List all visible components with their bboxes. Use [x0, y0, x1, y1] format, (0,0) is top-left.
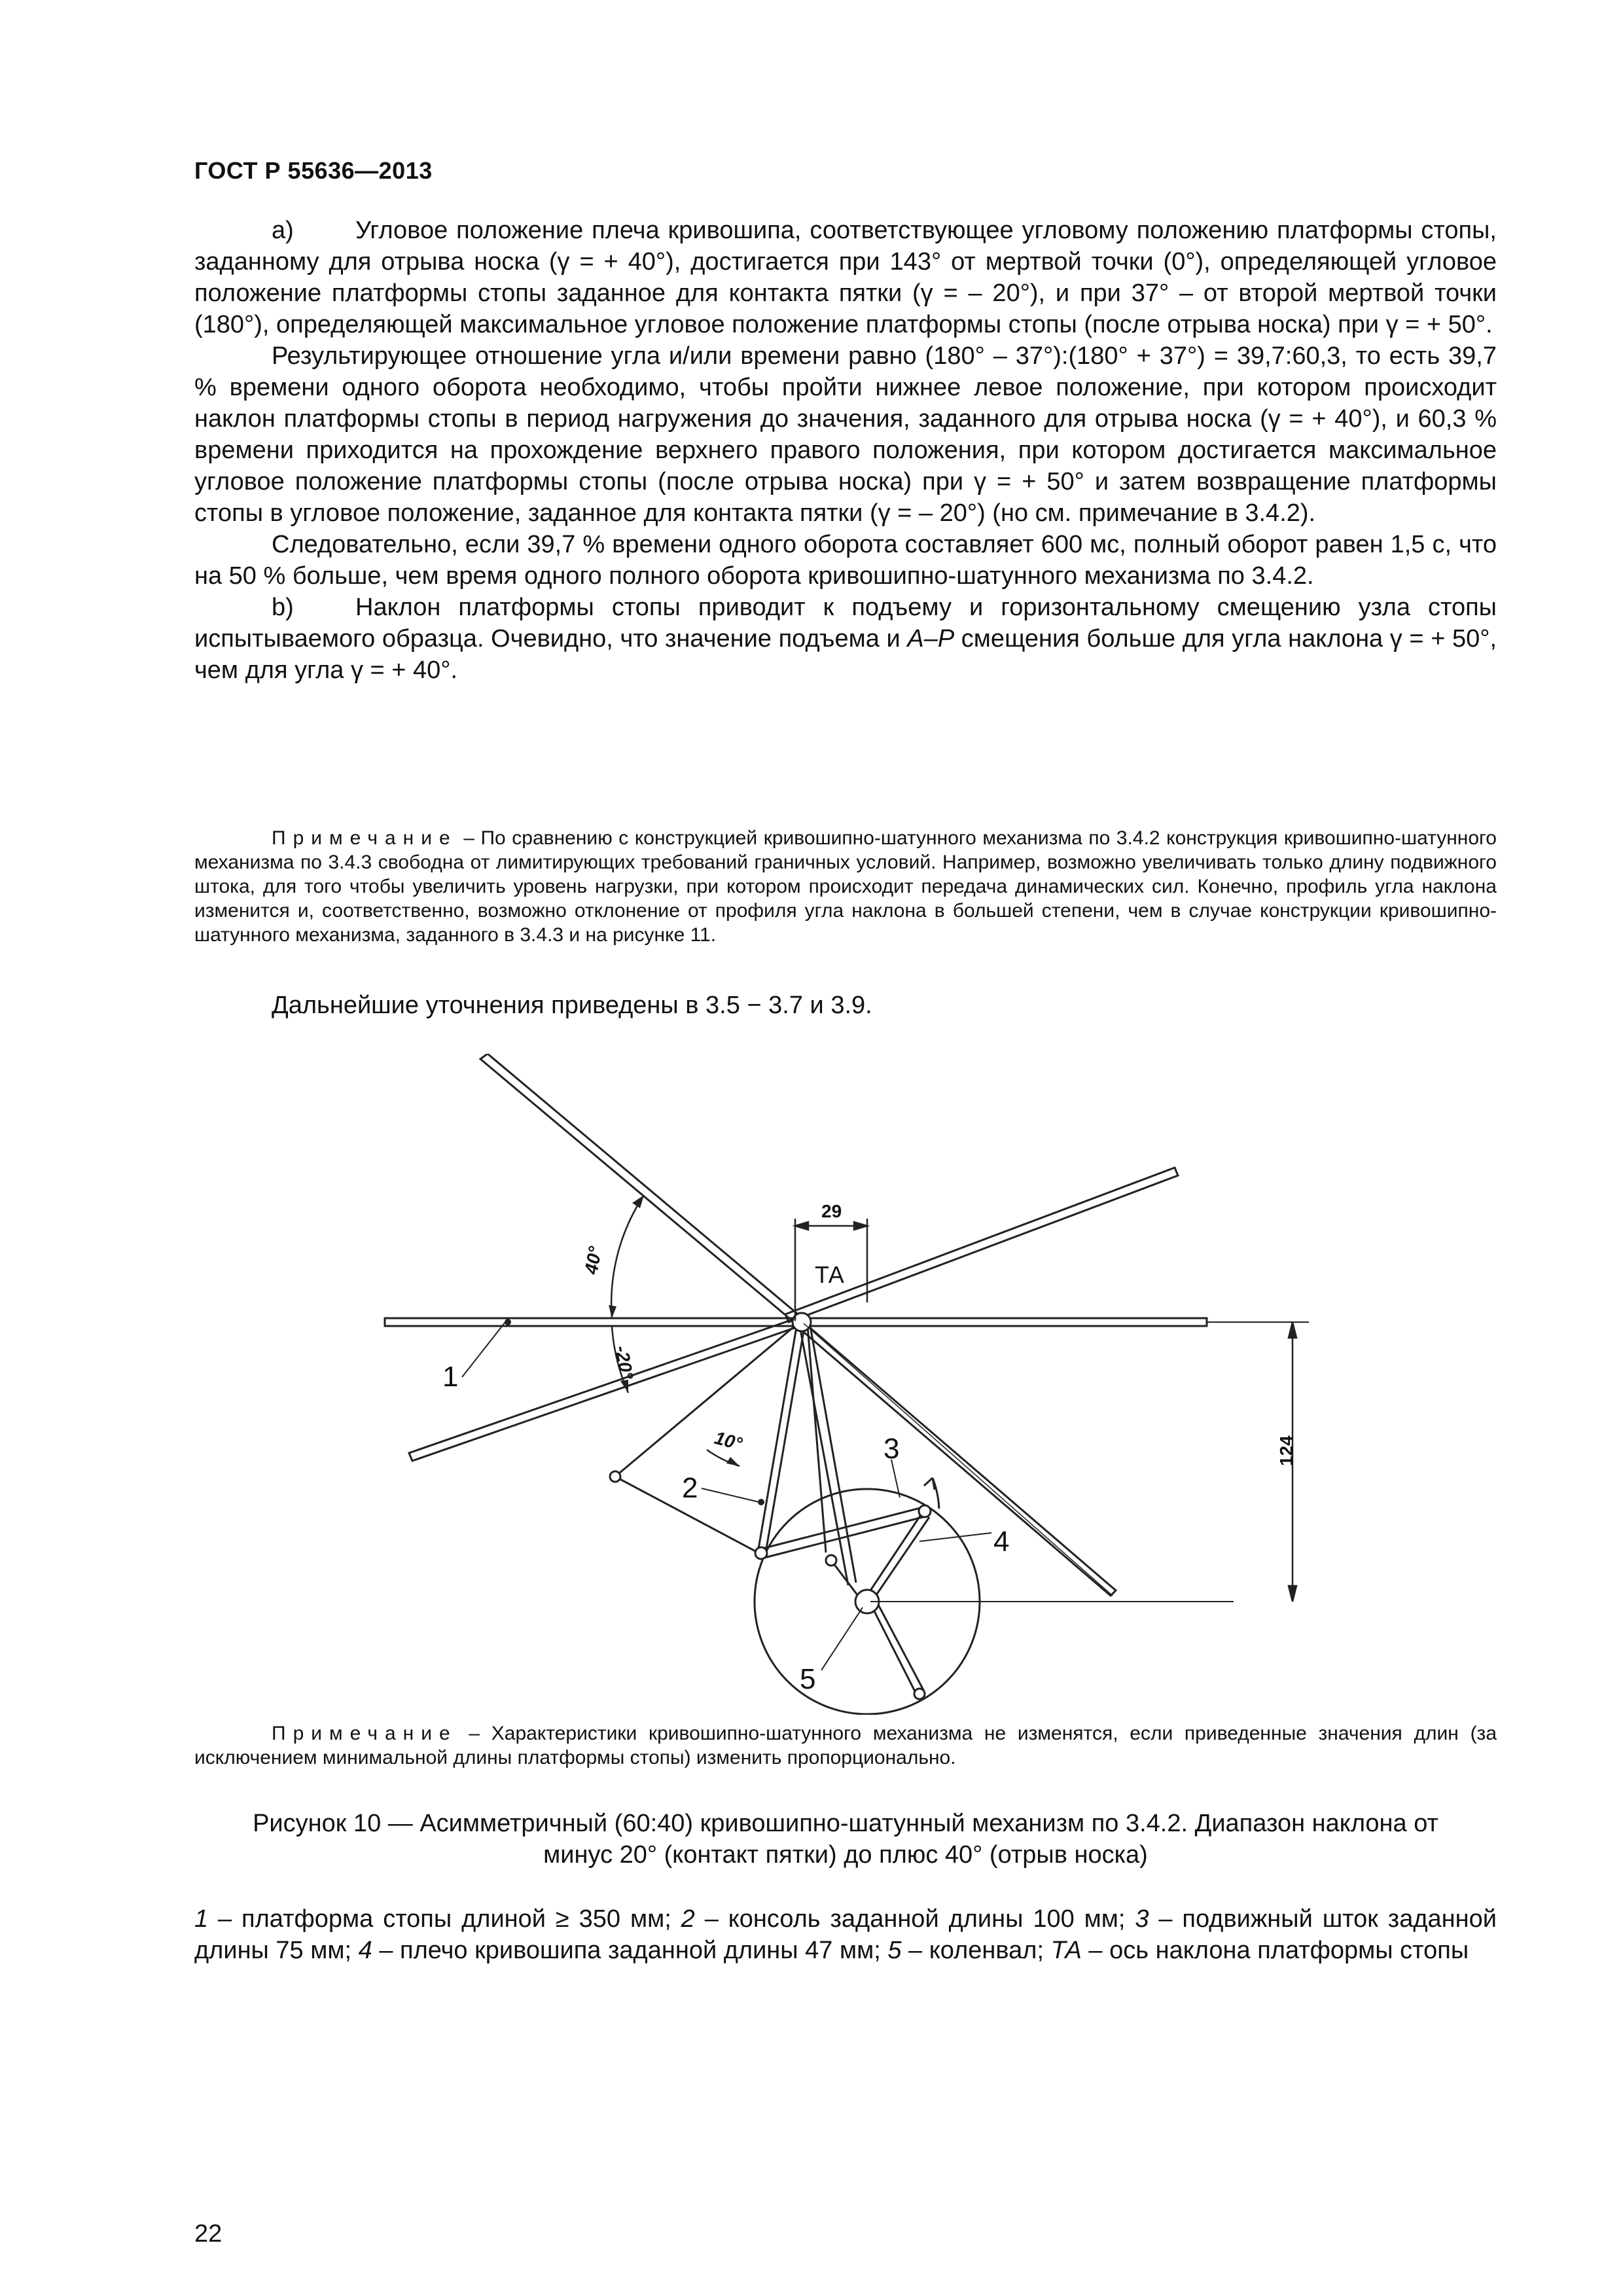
callout-4: 4 — [993, 1526, 1010, 1558]
angle-10-label: 10° — [712, 1427, 745, 1454]
paragraph-a: а) Угловое положение плеча кривошипа, соответствующее угловому положению платформы стопы, заданному для отрыва носка (γ = + 40°), достигается при 143° от мертвой точки (0°), определяющей угловое положение платформы стопы заданное для контакта пятки (γ = – 20°), и при 37° – от второй мертвой точки (180°), определяющей максимальное угловое положение платформы стопы (после отрыва носка) при γ = + 50°. — [194, 215, 1497, 340]
mechanism-figure — [196, 1054, 1427, 1715]
legend-num: 4 — [358, 1937, 372, 1964]
legend-num: 5 — [887, 1937, 902, 1964]
legend-num: 3 — [1135, 1905, 1149, 1933]
main-text — [194, 215, 1497, 686]
callout-3: 3 — [883, 1433, 900, 1465]
figure-legend: 1 – платформа стопы длиной ≥ 350 мм; 2 – консоль заданной длины 100 мм; 3 – подвижный шток заданной длины 75 мм; 4 – плечо кривошипа заданной длины 47 мм; 5 – коленвал; ТА – ось наклона платформы стопы — [194, 1905, 1497, 1964]
note-2: Примечание – Характеристики кривошипно-шатунного механизма не изменятся, если приведенные значения длин (за исключением минимальной длины платформы стопы) изменить пропорционально. — [194, 1723, 1497, 1768]
connecting-rod — [762, 1507, 923, 1549]
note-label: Примечание — [272, 1723, 457, 1744]
paragraph-b: b) Наклон платформы стопы приводит к подъему и горизонтальному смещению узла стопы испытываемого образца. Очевидно, что значение подъема и А–Р смещения больше для угла наклона γ = + 50°, чем для угла γ = + 40°. — [194, 592, 1497, 686]
angle-minus20-label: -20° — [611, 1344, 637, 1381]
legend-num: 1 — [194, 1905, 209, 1933]
legend-num: 2 — [681, 1905, 695, 1933]
note-label: Примечание — [272, 827, 457, 849]
item-label-a: а) — [272, 217, 294, 244]
callout-2: 2 — [682, 1472, 698, 1504]
figure-caption: Рисунок 10 — Асимметричный (60:40) кривошипно-шатунный механизм по 3.4.2. Диапазон наклона от минус 20° (контакт пятки) до плюс 40° (отрыв носка) — [253, 1810, 1438, 1869]
page-number: 22 — [194, 2220, 223, 2248]
further-text: Дальнейшие уточнения приведены в 3.5 − 3.7 и 3.9. — [272, 992, 872, 1019]
paragraph-consequently: Следовательно, если 39,7 % времени одного оборота составляет 600 мс, полный оборот равен 1,5 с, что на 50 % больше, чем время одного полного оборота кривошипно-шатунного механизма по 3.4.2. — [194, 531, 1497, 590]
callout-1: 1 — [442, 1361, 459, 1393]
item-label-b: b) — [272, 594, 294, 621]
pivot-label: ТА — [815, 1261, 844, 1288]
legend-num: ТА — [1050, 1937, 1082, 1964]
note-1: Примечание – По сравнению с конструкцией кривошипно-шатунного механизма по 3.4.2 конструкция кривошипно-шатунного механизма по 3.4.3 свободна от лимитирующих требований граничных условий. Например, возможно увеличивать только длину подвижного штока, для того чтобы увеличить уровень нагрузки, при котором происходит передача динамических сил. Конечно, профиль угла наклона изменится и, соответственно, возможно отклонение от профиля угла наклона в большей степени, чем в случае конструкции кривошипно-шатунного механизма, заданного в 3.4.3 и на рисунке 11. — [194, 827, 1497, 946]
angle-40-label: 40° — [580, 1244, 606, 1276]
platform-50-up — [785, 1168, 1178, 1322]
callout-5: 5 — [800, 1663, 816, 1695]
dim-height-label: 124 — [1276, 1435, 1296, 1466]
paragraph-ratio: Результирующее отношение угла и/или времени равно (180° – 37°):(180° + 37°) = 39,7:60,3, то есть 39,7 % времени одного оборота необходимо, чтобы пройти нижнее левое положение, при котором происходит наклон платформы стопы в период нагружения до значения, заданного для отрыва носка (γ = + 40°), и 60,3 % времени приходится на прохождение верхнего правого положения, при котором достигается максимальное угловое положение платформы стопы (после отрыва носка) при γ = + 50° и затем возвращение платформы стопы в угловое положение, заданное для контакта пятки (γ = – 20°) (но см. примечание в 3.4.2). — [194, 342, 1497, 527]
platform-40 — [480, 1054, 805, 1325]
standard-header: ГОСТ Р 55636—2013 — [194, 157, 433, 184]
dim-width-label: 29 — [821, 1201, 842, 1221]
